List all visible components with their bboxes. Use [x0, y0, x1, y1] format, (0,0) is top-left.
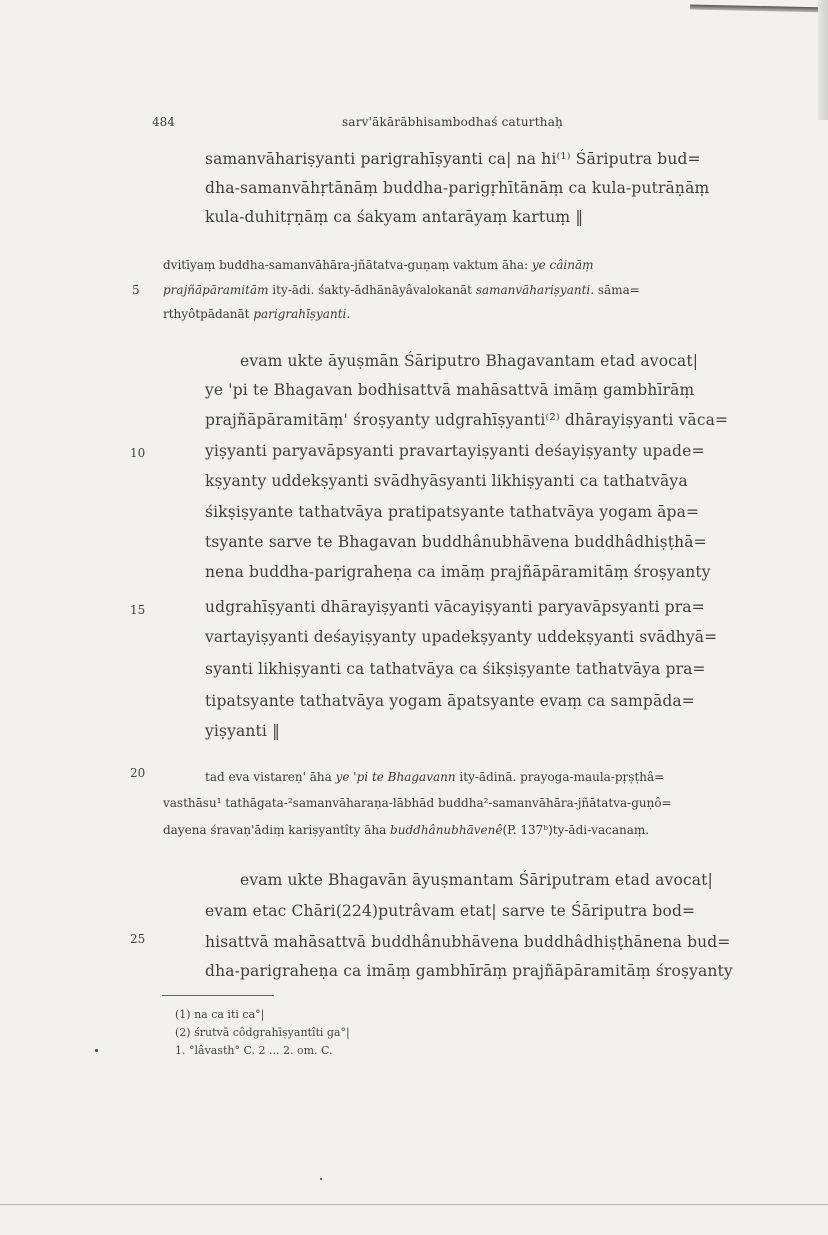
text-line: kṣyanty uddekṣyanti svādhyāsyanti likhiṣyanti ca tathatvāya	[205, 472, 688, 490]
text-line: evam ukte Bhagavān āyuṣmantam Śāriputram etad avocat|	[240, 871, 713, 889]
line-number: 10	[130, 446, 146, 460]
text-line: dha-parigraheṇa ca imāṃ gambhīrāṃ prajñāpāramitāṃ śroṣyanty	[205, 962, 733, 980]
commentary-line	[163, 823, 783, 837]
scan-speck	[320, 1178, 322, 1180]
text-line: yiṣyanti paryavāpsyanti pravartayiṣyanti deśayiṣyanty upade=	[205, 442, 705, 460]
running-title: sarv'ākārābhisambodhaś caturthaḥ	[342, 115, 563, 129]
footnote-divider	[162, 995, 274, 996]
page-header	[0, 115, 828, 135]
text-line: samanvāhariṣyanti parigrahīṣyanti ca| na hi⁽¹⁾ Śāriputra bud=	[205, 150, 701, 168]
text-line: dha-samanvāhṛtānāṃ buddha-parigṛhītānāṃ ca kula-putrāṇāṃ	[205, 179, 710, 197]
text-line: śikṣiṣyante tathatvāya pratipatsyante tathatvāya yogam āpa=	[205, 503, 700, 521]
page-edge-right	[818, 0, 828, 120]
page-edge-bottom	[0, 1204, 828, 1205]
commentary-citation: buddhânubhāvenê	[390, 823, 503, 837]
commentary-text: rthyôtpādanāt	[163, 307, 254, 321]
commentary-line: vasthāsu¹ tathāgata-²samanvāharaṇa-lābhād buddha²-samanvāhāra-jñātatva-guṇô=	[163, 796, 672, 810]
text-line: ye 'pi te Bhagavan bodhisattvā mahāsattvā imāṃ gambhīrāṃ	[205, 381, 695, 399]
commentary-citation: samanvāhariṣyanti.	[475, 283, 595, 297]
text-line: evam ukte āyuṣmān Śāriputro Bhagavantam etad avocat|	[240, 352, 699, 370]
text-line: yiṣyanti ‖	[205, 722, 281, 740]
text-line: nena buddha-parigraheṇa ca imāṃ prajñāpāramitāṃ śroṣyanty	[205, 563, 711, 581]
page-edge-shadow	[690, 5, 828, 13]
footnote: (2) śrutvā côdgrahīṣyantîti ga°|	[175, 1026, 350, 1039]
line-number: 20	[130, 766, 146, 780]
text-line: vartayiṣyanti deśayiṣyanty upadekṣyanty uddekṣyanti svādhyā=	[205, 628, 718, 646]
commentary-line	[205, 770, 825, 784]
text-line: syanti likhiṣyanti ca tathatvāya ca śikṣiṣyante tathatvāya pra=	[205, 660, 706, 678]
text-line: evam etac Chāri(224)putrâvam etat| sarve te Śāriputra bod=	[205, 902, 696, 920]
line-number: 5	[132, 283, 140, 297]
commentary-citation: prajñāpāramitām	[163, 283, 269, 297]
commentary-citation: parigrahīṣyanti.	[253, 307, 351, 321]
commentary-text: dayena śravaṇ'ādiṃ kariṣyantîty āha	[163, 823, 391, 837]
text-line: tipatsyante tathatvāya yogam āpatsyante evaṃ ca sampāda=	[205, 692, 695, 710]
text-line: udgrahīṣyanti dhārayiṣyanti vācayiṣyanti paryavāpsyanti pra=	[205, 598, 705, 616]
commentary-text: dvitīyaṃ buddha-samanvāhāra-jñātatva-guṇaṃ vaktum āha:	[163, 258, 532, 272]
page-number: 484	[152, 115, 175, 129]
commentary-text: sāma=	[594, 283, 640, 297]
commentary-text: (P. 137ᵇ)ty-ādi-vacanaṃ.	[502, 823, 650, 837]
commentary-citation: ye câināṃ	[531, 258, 594, 272]
footnote: (1) na ca iti ca°|	[175, 1008, 265, 1021]
commentary-line	[163, 258, 783, 272]
footnote: 1. °lâvasth° C. 2 ... 2. om. C.	[175, 1044, 333, 1057]
commentary-text: ity-ādinā. prayoga-maula-pṛṣṭhâ=	[455, 770, 665, 784]
commentary-line	[163, 283, 783, 297]
line-number: 25	[130, 932, 146, 946]
text-line: tsyante sarve te Bhagavan buddhânubhāvena buddhâdhiṣṭhā=	[205, 533, 707, 551]
text-line: hisattvā mahāsattvā buddhânubhāvena buddhâdhiṣṭhānena bud=	[205, 933, 731, 951]
line-number: 15	[130, 603, 146, 617]
commentary-text: ity-ādi. śakty-ādhānāyâvalokanāt	[268, 283, 476, 297]
commentary-text: tad eva vistareṇ' āha	[205, 770, 336, 784]
text-line: prajñāpāramitāṃ' śroṣyanty udgrahīṣyanti⁽²⁾ dhārayiṣyanti vāca=	[205, 411, 729, 429]
scan-speck	[95, 1049, 98, 1052]
commentary-citation: ye 'pi te Bhagavann	[335, 770, 456, 784]
text-line: kula-duhitṛṇāṃ ca śakyam antarāyaṃ kartuṃ ‖	[205, 208, 584, 226]
commentary-line	[163, 307, 783, 321]
